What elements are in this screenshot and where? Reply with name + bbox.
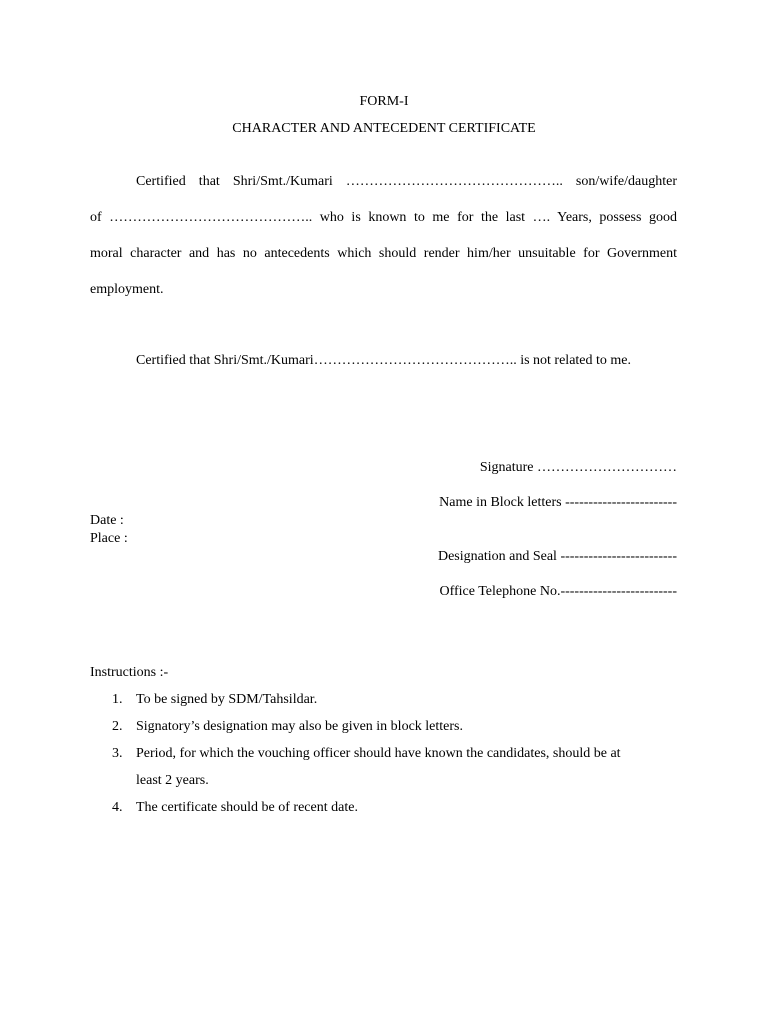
place-label: Place :: [90, 531, 128, 546]
instruction-number: 3.: [112, 746, 123, 761]
form-title: CHARACTER AND ANTECEDENT CERTIFICATE: [232, 121, 536, 136]
instruction-item: [0, 800, 768, 816]
designation-and-seal-field: Designation and Seal -------------------------: [437, 549, 677, 564]
form-number: FORM-I: [359, 94, 409, 109]
paragraph-line: of …………………………………….. who is known to me for the last …. Years, possess good: [90, 210, 677, 225]
instruction-item: [0, 719, 768, 735]
signature-field: Signature …………………………: [479, 460, 677, 475]
instruction-text-continued: least 2 years.: [136, 773, 209, 788]
instructions-heading: Instructions :-: [90, 665, 169, 680]
instruction-text: Period, for which the vouching officer should have known the candidates, should be at: [136, 746, 621, 761]
name-in-block-letters-field: Name in Block letters ------------------------: [439, 495, 677, 510]
paragraph-line: employment.: [90, 282, 164, 297]
instruction-number: 1.: [112, 692, 123, 707]
instruction-number: 2.: [112, 719, 123, 734]
instruction-text: To be signed by SDM/Tahsildar.: [136, 692, 318, 707]
office-telephone-field: Office Telephone No.-------------------------: [439, 584, 677, 599]
certificate-paragraph-2: Certified that Shri/Smt./Kumari…………………………………….. is not related to me.: [136, 353, 632, 368]
date-label: Date :: [90, 513, 124, 528]
instruction-item: [0, 692, 768, 708]
paragraph-line: Certified that Shri/Smt./Kumari ……………………………………….. son/wife/daughter: [136, 174, 677, 189]
instruction-text: The certificate should be of recent date.: [136, 800, 358, 815]
instruction-item: [0, 746, 768, 790]
paragraph-line: moral character and has no antecedents which should render him/her unsuitable for Government: [90, 246, 677, 261]
instruction-number: 4.: [112, 800, 123, 815]
instruction-text: Signatory’s designation may also be given in block letters.: [136, 719, 463, 734]
